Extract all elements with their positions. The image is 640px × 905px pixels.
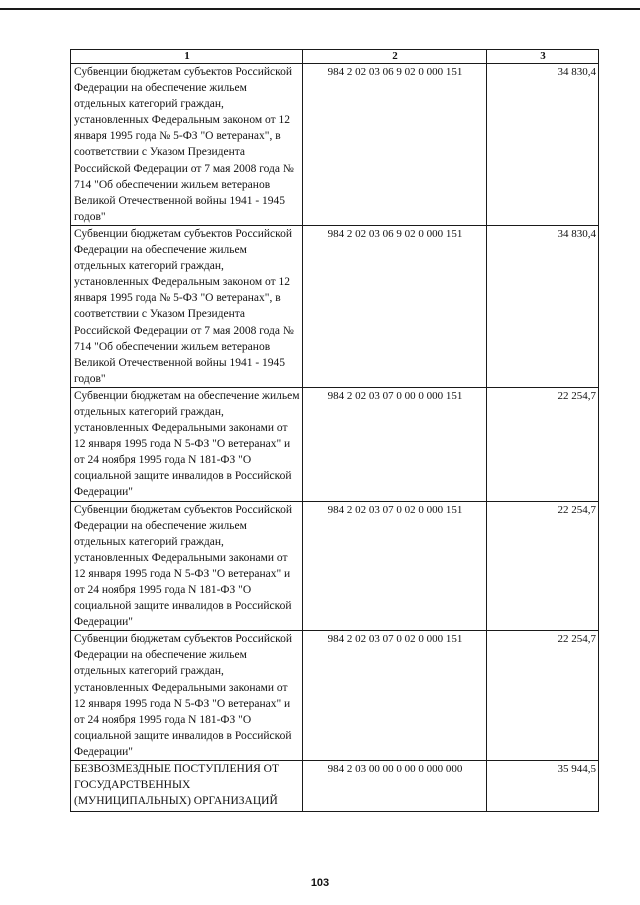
- table-row: [71, 501, 599, 631]
- row-code: 984 2 03 00 00 0 00 0 000 000: [303, 761, 487, 812]
- row-code: 984 2 02 03 07 0 02 0 000 151: [303, 501, 487, 631]
- row-name: Субвенции бюджетам субъектов Российской Федерации на обеспечение жильем отдельных категорий граждан, установленных Федеральными законами от 12 января 1995 года N 5-ФЗ "О ветеранах" и от 24 ноября 1995 года N 181-ФЗ "О социальной защите инвалидов в Российской Федерации": [71, 631, 303, 761]
- table-row: [71, 225, 599, 387]
- row-sum: 34 830,4: [487, 64, 599, 226]
- row-sum: 22 254,7: [487, 501, 599, 631]
- row-sum: 35 944,5: [487, 761, 599, 812]
- header-col-2: 2: [303, 50, 487, 64]
- budget-table: [70, 49, 599, 812]
- row-sum: 22 254,7: [487, 631, 599, 761]
- row-code: 984 2 02 03 06 9 02 0 000 151: [303, 64, 487, 226]
- top-rule: [0, 8, 640, 10]
- header-row: [71, 50, 599, 64]
- row-name: Субвенции бюджетам субъектов Российской Федерации на обеспечение жильем отдельных категорий граждан, установленных Федеральным законом от 12 января 1995 года № 5-ФЗ "О ветеранах", в соответствии с Указом Президента Российской Федерации от 7 мая 2008 года № 714 "Об обеспечении жильем ветеранов Великой Отечественной войны 1941 - 1945 годов": [71, 225, 303, 387]
- row-name: БЕЗВОЗМЕЗДНЫЕ ПОСТУПЛЕНИЯ ОТ ГОСУДАРСТВЕННЫХ (МУНИЦИПАЛЬНЫХ) ОРГАНИЗАЦИЙ: [71, 761, 303, 812]
- row-name: Субвенции бюджетам субъектов Российской Федерации на обеспечение жильем отдельных категорий граждан, установленных Федеральными законами от 12 января 1995 года N 5-ФЗ "О ветеранах" и от 24 ноября 1995 года N 181-ФЗ "О социальной защите инвалидов в Российской Федерации": [71, 501, 303, 631]
- table-row: [71, 64, 599, 226]
- row-sum: 34 830,4: [487, 225, 599, 387]
- header-col-1: 1: [71, 50, 303, 64]
- row-name: Субвенции бюджетам субъектов Российской Федерации на обеспечение жильем отдельных категорий граждан, установленных Федеральным законом от 12 января 1995 года № 5-ФЗ "О ветеранах", в соответствии с Указом Президента Российской Федерации от 7 мая 2008 года № 714 "Об обеспечении жильем ветеранов Великой Отечественной войны 1941 - 1945 годов": [71, 64, 303, 226]
- table-row: [71, 761, 599, 812]
- row-code: 984 2 02 03 07 0 02 0 000 151: [303, 631, 487, 761]
- table-row: [71, 387, 599, 501]
- row-name: Субвенции бюджетам на обеспечение жильем отдельных категорий граждан, установленных Федеральными законами от 12 января 1995 года N 5-ФЗ "О ветеранах" и от 24 ноября 1995 года N 181-ФЗ "О социальной защите инвалидов в Российской Федерации": [71, 387, 303, 501]
- page-number: 103: [310, 877, 330, 889]
- row-code: 984 2 02 03 06 9 02 0 000 151: [303, 225, 487, 387]
- row-sum: 22 254,7: [487, 387, 599, 501]
- header-col-3: 3: [487, 50, 599, 64]
- row-code: 984 2 02 03 07 0 00 0 000 151: [303, 387, 487, 501]
- table-row: [71, 631, 599, 761]
